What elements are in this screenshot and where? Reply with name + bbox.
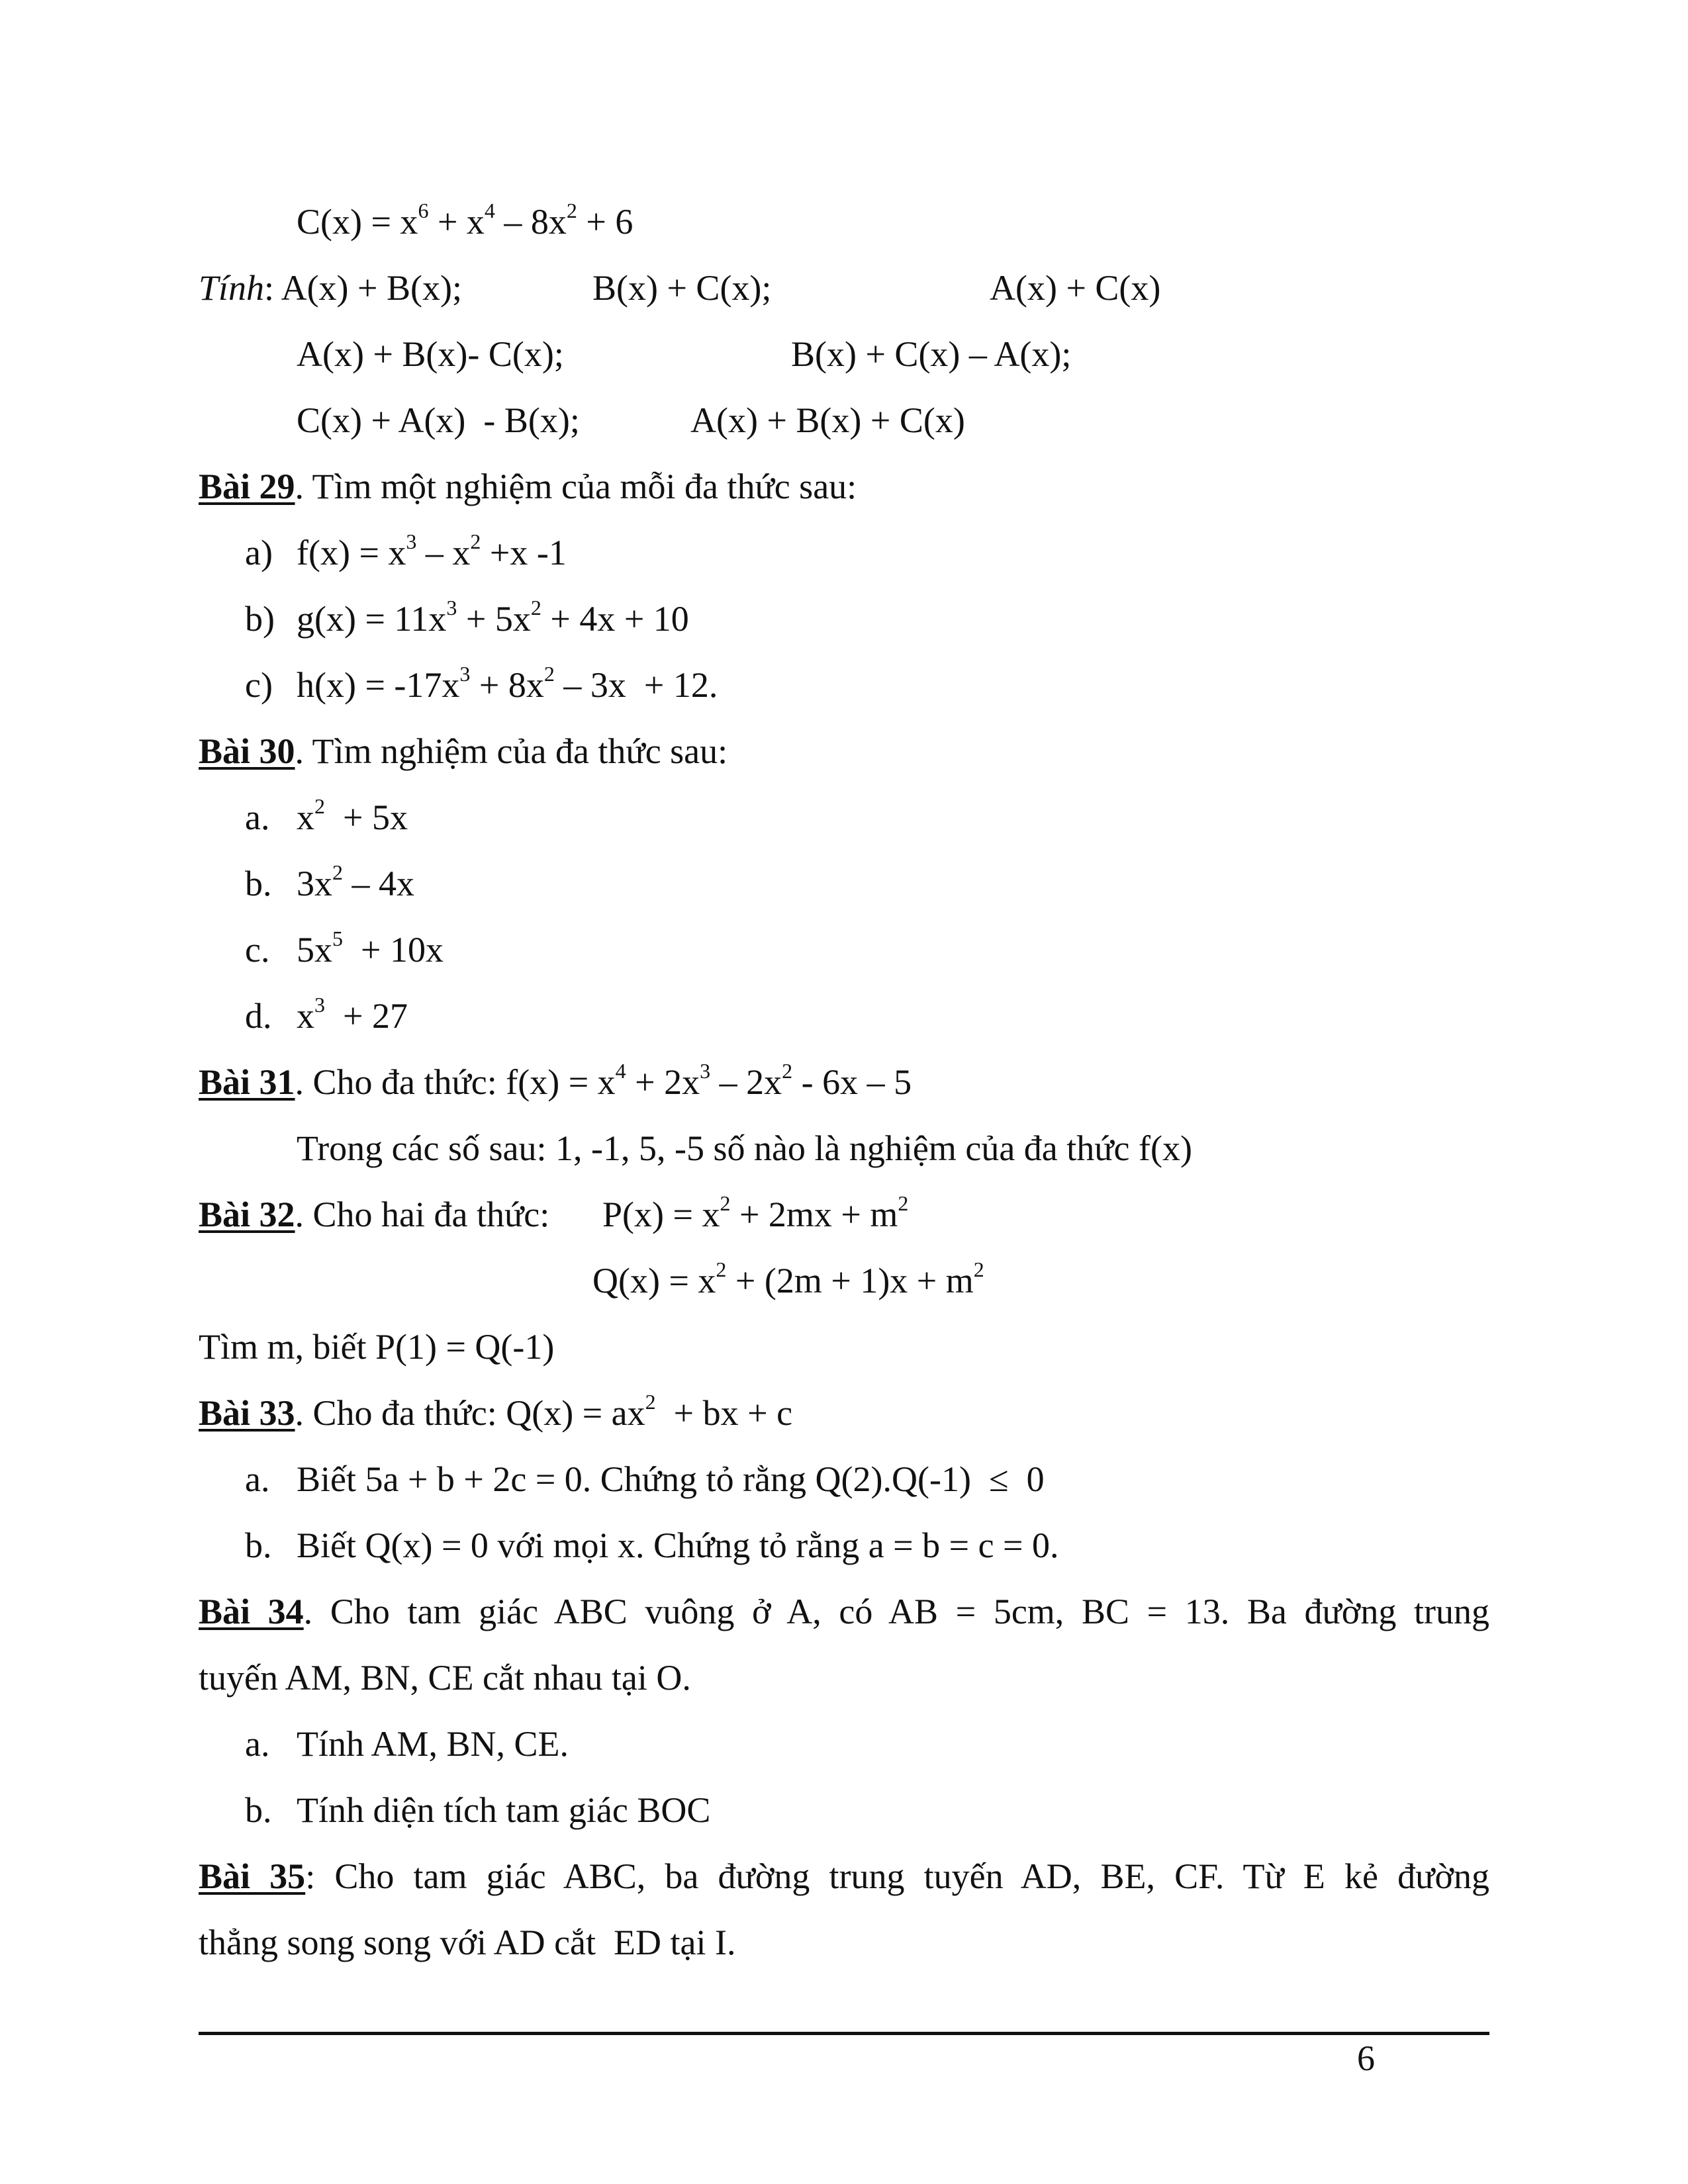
tinh-row3-b: A(x) + B(x) + C(x) [690,400,965,440]
bai30-c: $5x^5 + 10x$ [297,927,444,970]
bai31-heading: Bài 31. Cho đa thức: $f(x) = x^4 + 2x^3 - 2x^2 - 6x - 5$ [199,1059,912,1102]
bai30-b-label: b. [245,864,272,903]
bai33-b-label: b. [245,1525,272,1565]
bai30-heading: Bài 30. Tìm nghiệm của đa thức sau: [199,731,728,771]
bai30-a-label: a. [245,797,270,837]
bai35-line1: Bài 35: Cho tam giác ABC, ba đường trung tuyến AD, BE, CF. Từ E kẻ đường [199,1856,1490,1896]
bai29-b-label: b) [245,599,275,639]
tinh-row2-b: B(x) + C(x) – A(x); [791,334,1072,374]
bai30-d: $x^3 + 27$ [297,993,408,1036]
c-polynomial-line: $C(x) = x^6 + x^4 - 8x^2 + 6$ [297,199,633,242]
bai29-a: $f(x) = x^3 - x^2 +x$ -1 [297,529,567,572]
bai29-c-label: c) [245,665,273,705]
page-number: 6 [1357,2038,1375,2078]
bai30-b: $3x^2 - 4x$ [297,860,414,903]
tinh-row2-a: A(x) + B(x)- C(x); [297,334,564,374]
bai32-q: $Q(x) = x^2 + (2m + 1)x + m^2$ [592,1257,984,1300]
bai35-line2: thẳng song song với AD cắt ED tại I. [199,1923,736,1962]
bai34-b-label: b. [245,1790,272,1830]
bai34-line2: tuyến AM, BN, CE cắt nhau tại O. [199,1658,691,1698]
bai33-heading: Bài 33. Cho đa thức: $Q(x) = ax^2$ + bx + c [199,1390,793,1433]
tinh-expr-2: B(x) + C(x); [592,268,772,308]
tinh-line: Tính: A(x) + B(x); [199,268,462,308]
bai31-line2: Trong các số sau: 1, -1, 5, -5 số nào là nghiệm của đa thức f(x) [297,1128,1192,1168]
bai29-a-label: a) [245,533,273,572]
bai34-a: Tính AM, BN, CE. [297,1724,569,1764]
bai30-d-label: d. [245,996,272,1036]
tinh-row3-a: C(x) + A(x) - B(x); [297,400,580,440]
bai33-a-label: a. [245,1459,270,1499]
bai30-a: $x^2 + 5x$ [297,794,408,837]
bai29-c: $h(x) = -17x^3 + 8x^2 - 3x + 12$. [297,662,718,705]
bai30-c-label: c. [245,930,270,970]
bai33-b: Biết Q(x) = 0 với mọi x. Chứng tỏ rằng a = b = c = 0. [297,1525,1059,1565]
bai34-a-label: a. [245,1724,270,1764]
bai32-p: $P(x) = x^2 + 2mx + m^2$ [602,1191,909,1234]
bai33-a: Biết 5a + b + 2c = 0. Chứng tỏ rằng Q(2).Q(-1) ≤ 0 [297,1459,1045,1499]
footer-rule [199,2032,1489,2035]
bai34-b: Tính diện tích tam giác BOC [297,1790,711,1830]
bai34-line1: Bài 34. Cho tam giác ABC vuông ở A, có AB = 5cm, BC = 13. Ba đường trung [199,1592,1489,1631]
tinh-expr-3: A(x) + C(x) [990,268,1161,308]
bai32-heading: Bài 32. Cho hai đa thức: [199,1195,550,1234]
bai29-b: $g(x) = 11x^3 + 5x^2 + 4x + 10$ [297,596,689,639]
bai29-heading: Bài 29. Tìm một nghiệm của mỗi đa thức sau: [199,467,857,506]
bai32-line3: Tìm m, biết P(1) = Q(-1) [199,1327,555,1367]
